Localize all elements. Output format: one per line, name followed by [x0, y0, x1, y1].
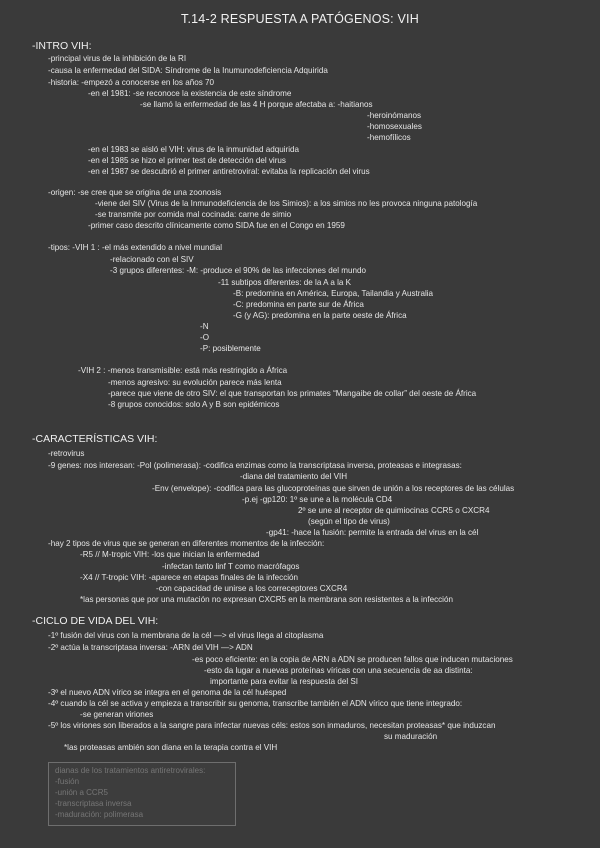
- text-line: -retrovirus: [48, 449, 85, 458]
- text-line: -en el 1987 se descubrió el primer antiretroviral: evitaba la replicación del virus: [88, 167, 370, 176]
- text-line: -primer caso descrito clínicamente como SIDA fue en el Congo en 1959: [88, 221, 345, 230]
- text-line: -B: predomina en América, Europa, Tailandia y Australia: [233, 289, 434, 298]
- box-line: -maduración: polimerasa: [55, 810, 144, 819]
- text-line: -P: posiblemente: [200, 344, 261, 353]
- text-line: -en el 1981: -se reconoce la existencia de este síndrome: [88, 89, 292, 98]
- text-line: -infectan tanto linf T como macrófagos: [162, 562, 300, 571]
- text-line: -5º los viriones son liberados a la sangre para infectar nuevas céls: estos son inmaduros, necesitan proteasas* que induzcan: [48, 721, 496, 730]
- text-line: -en el 1983 se aisló el VIH: virus de la inmunidad adquirida: [88, 145, 300, 154]
- text-line: -causa la enfermedad del SIDA: Síndrome de la Inumunodeficiencia Adquirida: [48, 66, 328, 75]
- text-line: -origen: -se cree que se origina de una zoonosis: [48, 188, 222, 197]
- text-line: su maduración: [384, 732, 438, 741]
- text-line: -p.ej -gp120: 1º se une a la molécula CD4: [242, 495, 393, 504]
- text-line: -VIH 2 : -menos transmisible: está más restringido a África: [78, 366, 288, 375]
- box-line: -unión a CCR5: [55, 788, 108, 797]
- text-line: -es poco eficiente: en la copia de ARN a ADN se producen fallos que inducen mutaciones: [192, 655, 513, 664]
- text-line: -O: [200, 333, 209, 342]
- text-line: -N: [200, 322, 209, 331]
- text-line: -9 genes: nos interesan: -Pol (polimerasa): -codifica enzimas como la transcriptasa inversa, proteasas e integrasas:: [48, 461, 462, 470]
- page-title: T.14-2 RESPUESTA A PATÓGENOS: VIH: [181, 12, 419, 26]
- text-line: 2º se une al receptor de quimiocinas CCR5 o CXCR4: [298, 506, 490, 515]
- text-line: -viene del SIV (Virus de la Inmunodeficiencia de los Simios): a los simios no les provoca ninguna patología: [95, 199, 478, 208]
- text-line: -menos agresivo: su evolución parece más lenta: [108, 378, 282, 387]
- text-line: -en el 1985 se hizo el primer test de detección del virus: [88, 156, 286, 165]
- box-line: -transcriptasa inversa: [55, 799, 132, 808]
- text-line: -3 grupos diferentes: -M: -produce el 90% de las infecciones del mundo: [110, 266, 366, 275]
- text-line: -C: predomina en parte sur de África: [233, 300, 364, 309]
- text-line: -parece que viene de otro SIV: el que transportan los primates “Mangaibe de collar” del oeste de África: [108, 389, 477, 398]
- text-line: -R5 // M-tropic VIH: -los que inician la enfermedad: [80, 550, 260, 559]
- text-line: -con capacidad de unirse a los correceptores CXCR4: [156, 584, 348, 593]
- text-line: -1º fusión del virus con la membrana de la cél —> el virus llega al citoplasma: [48, 631, 324, 640]
- text-line: -hemofílicos: [367, 133, 411, 142]
- section-heading-caracteristicas: -CARACTERÍSTICAS VIH:: [32, 433, 158, 445]
- text-line: (según el tipo de virus): [308, 517, 390, 526]
- text-line: -se generan viriones: [80, 710, 154, 719]
- text-line: -se llamó la enfermedad de las 4 H porque afectaba a: -haitianos: [140, 100, 373, 109]
- section-heading-ciclo: -CICLO DE VIDA DEL VIH:: [32, 615, 159, 627]
- text-line: -11 subtipos diferentes: de la A a la K: [218, 278, 352, 287]
- box-line: -fusión: [55, 777, 80, 786]
- text-line: -diana del tratamiento del VIH: [240, 472, 348, 481]
- text-line: -X4 // T-tropic VIH: -aparece en etapas finales de la infección: [80, 573, 299, 582]
- text-line: -8 grupos conocidos: solo A y B son epidémicos: [108, 400, 280, 409]
- text-line: -historia: -empezó a conocerse en los años 70: [48, 78, 215, 87]
- treatment-targets-box: [48, 762, 236, 826]
- text-line: -Env (envelope): -codifica para las glucoproteínas que sirven de unión a los receptores de las células: [152, 484, 515, 493]
- text-line: *las personas que por una mutación no expresan CXCR5 en la membrana son resistentes a la infección: [80, 595, 453, 604]
- text-line: -G (y AG): predomina en la parte oeste de África: [233, 311, 407, 320]
- text-line: -heroinómanos: [367, 111, 421, 120]
- text-line: -2º actúa la transcriptasa inversa: -ARN del VIH —> ADN: [48, 643, 253, 652]
- text-line: -gp41: -hace la fusión: permite la entrada del virus en la cél: [266, 528, 479, 537]
- box-line: dianas de los tratamientos antiretrovirales:: [55, 766, 206, 775]
- text-line: -3º el nuevo ADN vírico se integra en el genoma de la cél huésped: [48, 688, 287, 697]
- text-line: importante para evitar la respuesta del SI: [210, 677, 359, 686]
- text-line: *las proteasas ambién son diana en la terapia contra el VIH: [64, 743, 278, 752]
- text-line: -se transmite por comida mal cocinada: carne de simio: [95, 210, 292, 219]
- text-line: -relacionado con el SIV: [110, 255, 194, 264]
- text-line: -esto da lugar a nuevas proteínas víricas con una secuencia de aa distinta:: [204, 666, 473, 675]
- text-line: -principal virus de la inhibición de la RI: [48, 54, 187, 63]
- text-line: -hay 2 tipos de virus que se generan en diferentes momentos de la infección:: [48, 539, 325, 548]
- text-line: -tipos: -VIH 1 : -el más extendido a nivel mundial: [48, 243, 223, 252]
- text-line: -homosexuales: [367, 122, 422, 131]
- section-heading-intro: -INTRO VIH:: [32, 40, 92, 52]
- text-line: -4º cuando la cél se activa y empieza a transcribir su genoma, transcribe también el ADN vírico que tiene integrado:: [48, 699, 463, 708]
